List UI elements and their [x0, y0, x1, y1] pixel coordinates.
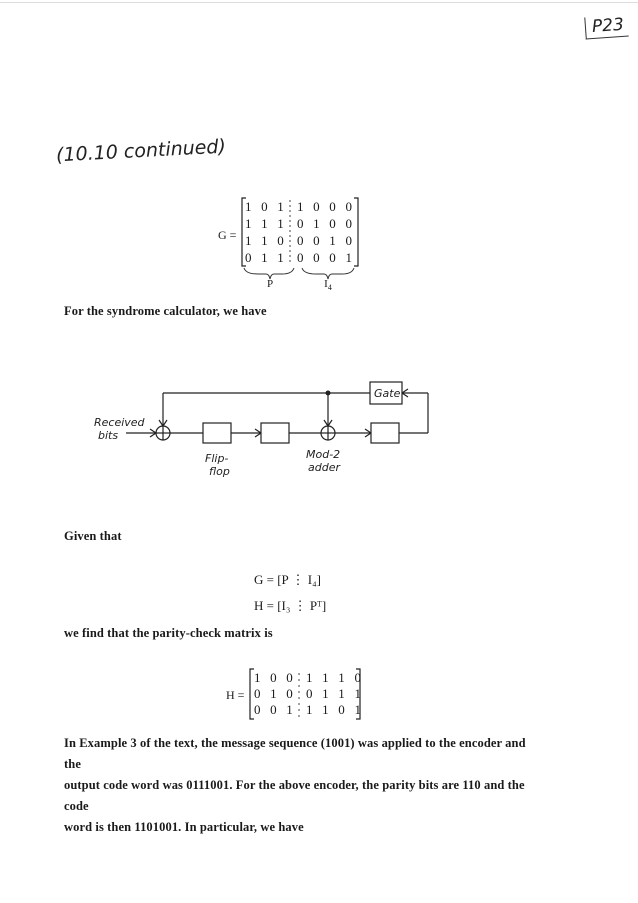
h-row: 0 0 1 — [254, 702, 296, 717]
syndrome-intro-text: For the syndrome calculator, we have — [64, 304, 267, 318]
gate-label: Gate — [374, 387, 401, 400]
h-row-pt: 1 1 0 1 — [306, 702, 365, 717]
g-row-identity: 1 0 0 0 — [297, 199, 356, 214]
g-row: 1 0 1 — [245, 199, 287, 214]
flip-flop-label — [205, 452, 230, 478]
received-label — [94, 416, 145, 442]
mod2-adder-icon — [321, 426, 335, 440]
g-p-label: P — [266, 278, 274, 290]
conclusion-line: In Example 3 of the text, the message sequence (1001) was applied to the encoder and the — [64, 736, 526, 771]
conclusion-paragraph — [64, 733, 534, 838]
g-matrix-p-part — [245, 198, 287, 266]
g-row: 0 1 1 — [245, 250, 287, 265]
g-underbraces — [238, 266, 378, 282]
g-row-identity: 0 0 0 1 — [297, 250, 356, 265]
given-that-text: Given that — [64, 529, 122, 543]
g-i-subscript: 4 — [327, 283, 332, 293]
page-number: P23 — [584, 15, 628, 40]
g-row: 1 1 1 — [245, 216, 287, 231]
flip-flop-3 — [371, 423, 399, 443]
g-i-letter: I — [324, 278, 328, 290]
flip-flop-label-line1: Flip- — [205, 452, 229, 465]
flip-flop-label-line2: flop — [209, 465, 230, 478]
flip-flop-1 — [203, 423, 231, 443]
g-equation: G = [P ⋮ I₄] — [254, 572, 321, 587]
mod2-adder-label-line1: Mod-2 — [306, 448, 341, 461]
h-matrix-label: H = — [226, 688, 245, 702]
conclusion-line: word is then 1101001. In particular, we have — [64, 820, 304, 834]
h-row-pt: 0 1 1 1 — [306, 686, 365, 701]
input-adder-icon — [156, 426, 170, 440]
flip-flop-2 — [261, 423, 289, 443]
h-equation: H = [I₃ ⋮ Pᵀ] — [254, 598, 327, 613]
g-row: 1 1 0 — [245, 233, 287, 248]
g-row-identity: 0 1 0 0 — [297, 216, 356, 231]
h-matrix — [248, 667, 368, 721]
conclusion-line: output code word was 0111001. For the above encoder, the parity bits are 110 and the code — [64, 778, 525, 813]
received-label-line1: Received — [94, 416, 145, 429]
mod2-adder-label — [306, 448, 340, 474]
received-label-line2: bits — [98, 429, 119, 442]
parity-intro-text: we find that the parity-check matrix is — [64, 626, 273, 640]
g-matrix-i-part — [297, 198, 355, 266]
g-row-identity: 0 0 1 0 — [297, 233, 356, 248]
h-row: 1 0 0 — [254, 670, 296, 685]
h-row-pt: 1 1 1 0 — [306, 670, 365, 685]
g-i-label — [318, 278, 338, 292]
mod2-adder-label-line2: adder — [308, 461, 340, 474]
top-page-edge — [0, 2, 638, 3]
g-matrix — [240, 196, 360, 268]
h-row: 0 1 0 — [254, 686, 296, 701]
heading-note: (10.10 continued) — [55, 135, 227, 167]
h-matrix-right-part — [306, 670, 364, 718]
h-matrix-left-part — [254, 670, 296, 718]
g-matrix-label: G = — [218, 228, 237, 242]
